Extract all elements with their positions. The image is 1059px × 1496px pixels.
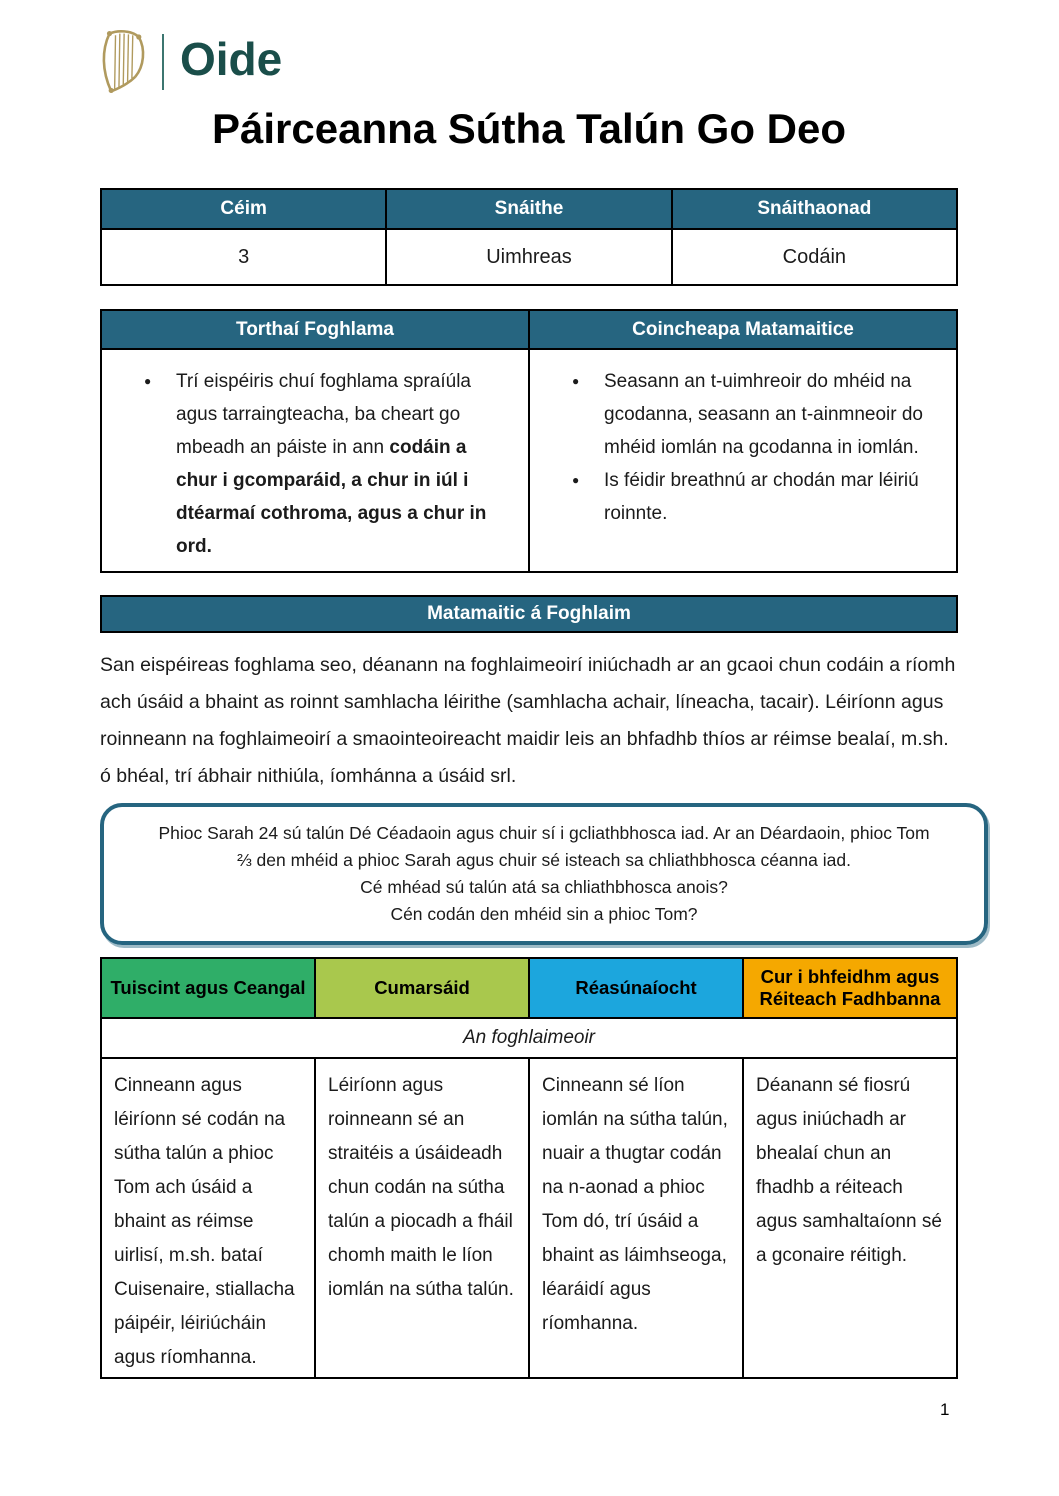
skills-body-tuiscint: Cinneann agus léiríonn sé codán na sútha talún a phioc Tom ach úsáid a bhaint as réimse uirlisí, m.sh. bataí Cuisenaire, stiallacha páipéir, léiriúcháin agus ríomhanna. (101, 1058, 315, 1378)
outcome-text-normal: Trí eispéiris chuí foghlama spraíúla agus tarraingteacha, ba cheart go mbeadh an páiste in ann (176, 371, 471, 458)
skills-header-reasunaiocht: Réasúnaíocht (529, 958, 743, 1018)
page-title: Páirceanna Sútha Talún Go Deo (211, 105, 847, 152)
concept-text: Is féidir breathnú ar chodán mar léiriú roinnte. (604, 470, 919, 524)
problem-box (100, 803, 988, 945)
list-item (144, 365, 498, 563)
outcomes-body-row (101, 349, 957, 572)
outcomes-header-torthai: Torthaí Foghlama (101, 310, 529, 349)
skills-body-cur-i-bhfeidhm: Déanann sé fiosrú agus iniúchadh ar bhealaí chun an fhadhb a réiteach agus samhaltaíonn sé a gconaire réitigh. (743, 1058, 957, 1378)
bullet-dot-icon: ● (572, 473, 580, 487)
skills-body-row (101, 1058, 957, 1378)
info-value-row (101, 229, 957, 285)
info-table (100, 188, 958, 286)
skills-table (100, 957, 958, 1379)
logo-divider (162, 34, 164, 90)
outcomes-cell-torthai (101, 349, 529, 572)
info-value-ceim: 3 (101, 229, 386, 285)
logo (100, 28, 1059, 96)
bullet-dot-icon: ● (144, 374, 152, 388)
info-header-snaithaonad: Snáithaonad (672, 189, 957, 229)
problem-question-2: Cén codán den mhéid sin a phioc Tom? (390, 904, 698, 924)
outcome-text (176, 365, 498, 563)
info-header-ceim: Céim (101, 189, 386, 229)
list-item (572, 464, 926, 530)
skills-header-row (101, 958, 957, 1018)
problem-question-1: Cé mhéad sú talún atá sa chliathbhosca anois? (360, 877, 728, 897)
list-item (572, 365, 926, 464)
skills-subheader: An foghlaimeoir (101, 1018, 957, 1058)
skills-header-tuiscint: Tuiscint agus Ceangal (101, 958, 315, 1018)
concept-text: Seasann an t-uimhreoir do mhéid na gcodanna, seasann an t-ainmneoir do mhéid iomlán na gcodanna in iomlán. (604, 371, 924, 458)
page-number: 1 (940, 1400, 950, 1419)
skills-header-cur-i-bhfeidhm: Cur i bhfeidhm agus Réiteach Fadhbanna (743, 958, 957, 1018)
outcomes-header-coincheapa: Coincheapa Matamaitice (529, 310, 957, 349)
brand-wordmark: Oide (180, 33, 283, 85)
info-header-snaithe: Snáithe (386, 189, 671, 229)
skills-body-reasunaiocht: Cinneann sé líon iomlán na sútha talún, nuair a thugtar codán na n-aonad a phioc Tom dó, trí úsáid a bhaint as láimhseoga, léaráidí agus ríomhanna. (529, 1058, 743, 1378)
info-value-snaithe: Uimhreas (386, 229, 671, 285)
skills-subheader-row (101, 1018, 957, 1058)
outcomes-header-row (101, 310, 957, 349)
outcomes-cell-coincheapa (529, 349, 957, 572)
outcomes-table (100, 309, 958, 573)
skills-header-cumarsaid: Cumarsáid (315, 958, 529, 1018)
info-header-row (101, 189, 957, 229)
section-banner: Matamaitic á Foghlaim (100, 595, 958, 633)
info-value-snaithaonad: Codáin (672, 229, 957, 285)
skills-body-cumarsaid: Léiríonn agus roinneann sé an straitéis a úsáideadh chun codán na sútha talún a piocadh a fháil chomh maith le líon iomlán na sútha talún. (315, 1058, 529, 1378)
irish-harp-icon (100, 29, 150, 95)
outcome-text-bold: codáin a chur i gcomparáid, a chur in iúl i dtéarmaí cothroma, agus a chur in ord. (176, 437, 487, 557)
intro-paragraph: San eispéireas foghlama seo, déanann na foghlaimeoirí iniúchadh ar an gcaoi chun codáin a ríomh ach úsáid a bhaint as roinnt samhlacha léirithe (samhlacha achair, líneacha, tacair). Léiríonn agus roinneann na foghlaimeoirí a smaointeoireacht maidir leis an bhfadhb thíos ar réimse bealaí, m.sh. ó bhéal, trí ábhair nithiúla, íomhánna a úsáid srl. (100, 654, 956, 787)
problem-statement: Phioc Sarah 24 sú talún Dé Céadaoin agus chuir sí i gcliathbhosca iad. Ar an Déardaoin, phioc Tom ⅔ den mhéid a phioc Sarah agus chuir sé isteach sa chliathbhosca céanna iad. (158, 823, 930, 870)
bullet-dot-icon: ● (572, 374, 580, 388)
